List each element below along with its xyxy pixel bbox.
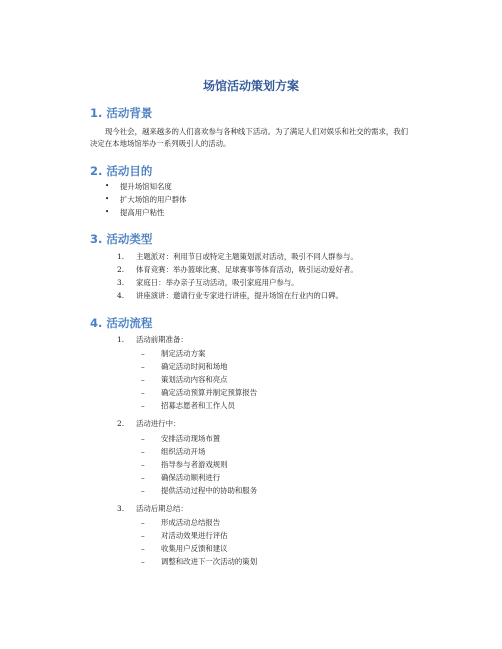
list-item: – 安排活动现场布置 <box>141 434 221 443</box>
process-phase <box>117 502 188 515</box>
list-item: 2. 活动进行中： <box>117 419 181 428</box>
dash-icon: – <box>141 447 145 456</box>
dash-icon: – <box>141 375 145 384</box>
list-item: 3. 活动后期总结： <box>117 504 188 513</box>
list-item: – 制定活动方案 <box>141 349 206 358</box>
process-steps <box>141 432 258 497</box>
process-steps <box>141 347 258 412</box>
dash-icon: – <box>141 557 145 566</box>
bullet-icon: • <box>105 182 110 190</box>
dash-icon: – <box>141 544 145 553</box>
list-item: • 提高用户粘性 <box>105 208 165 217</box>
types-list <box>117 250 358 302</box>
dash-icon: – <box>141 434 145 443</box>
dash-icon: – <box>141 486 145 495</box>
background-paragraph: 现今社会，越来越多的人们喜欢参与各种线下活动。为了满足人们对娱乐和社交的需求，我们决定在本地场馆举办一系列吸引人的活动。 <box>90 127 409 148</box>
list-item: – 策划活动内容和亮点 <box>141 375 228 384</box>
dash-icon: – <box>141 518 145 527</box>
list-item: – 确定活动预算并制定预算报告 <box>141 388 258 397</box>
list-item: – 指导参与者游戏规则 <box>141 460 228 469</box>
dash-icon: – <box>141 349 145 358</box>
process-phase <box>117 417 181 430</box>
list-item: – 形成活动总结报告 <box>141 518 221 527</box>
list-item: 3. 家庭日：举办亲子互动活动，吸引家庭用户参与。 <box>117 278 299 287</box>
list-item: – 对活动效果进行评估 <box>141 531 228 540</box>
process-steps <box>141 516 258 568</box>
dash-icon: – <box>141 388 145 397</box>
list-item: 1. 活动前期准备： <box>117 335 188 344</box>
list-item: 1. 主题派对：利用节日或特定主题策划派对活动，吸引不同人群参与。 <box>117 252 358 261</box>
section-heading-types: 3. 活动类型 <box>90 232 153 246</box>
list-item: – 确保活动顺利进行 <box>141 473 221 482</box>
dash-icon: – <box>141 362 145 371</box>
list-item: – 收集用户反馈和建议 <box>141 544 228 553</box>
list-item: 2. 体育竞赛：举办篮球比赛、足球赛事等体育活动，吸引运动爱好者。 <box>117 265 358 274</box>
dash-icon: – <box>141 473 145 482</box>
list-item: – 组织活动开场 <box>141 447 206 456</box>
dash-icon: – <box>141 531 145 540</box>
list-item: • 扩大场馆的用户群体 <box>105 195 187 204</box>
document-title: 场馆活动策划方案 <box>202 79 299 93</box>
list-item: – 招募志愿者和工作人员 <box>141 401 235 410</box>
bullet-icon: • <box>105 195 110 203</box>
section-heading-process: 4. 活动流程 <box>90 316 153 330</box>
section-heading-background: 1. 活动背景 <box>90 106 153 120</box>
list-item: – 确定活动时间和场地 <box>141 362 228 371</box>
dash-icon: – <box>141 401 145 410</box>
section-heading-purpose: 2. 活动目的 <box>90 164 153 178</box>
list-item: • 提升场馆知名度 <box>105 182 172 191</box>
list-item: – 调整和改进下一次活动的策划 <box>141 557 258 566</box>
process-phase <box>117 333 188 346</box>
purpose-list <box>105 180 187 219</box>
dash-icon: – <box>141 460 145 469</box>
list-item: 4. 讲座演讲：邀请行业专家进行讲座，提升场馆在行业内的口碑。 <box>117 291 343 300</box>
bullet-icon: • <box>105 208 110 216</box>
list-item: – 提供活动过程中的协助和服务 <box>141 486 258 495</box>
